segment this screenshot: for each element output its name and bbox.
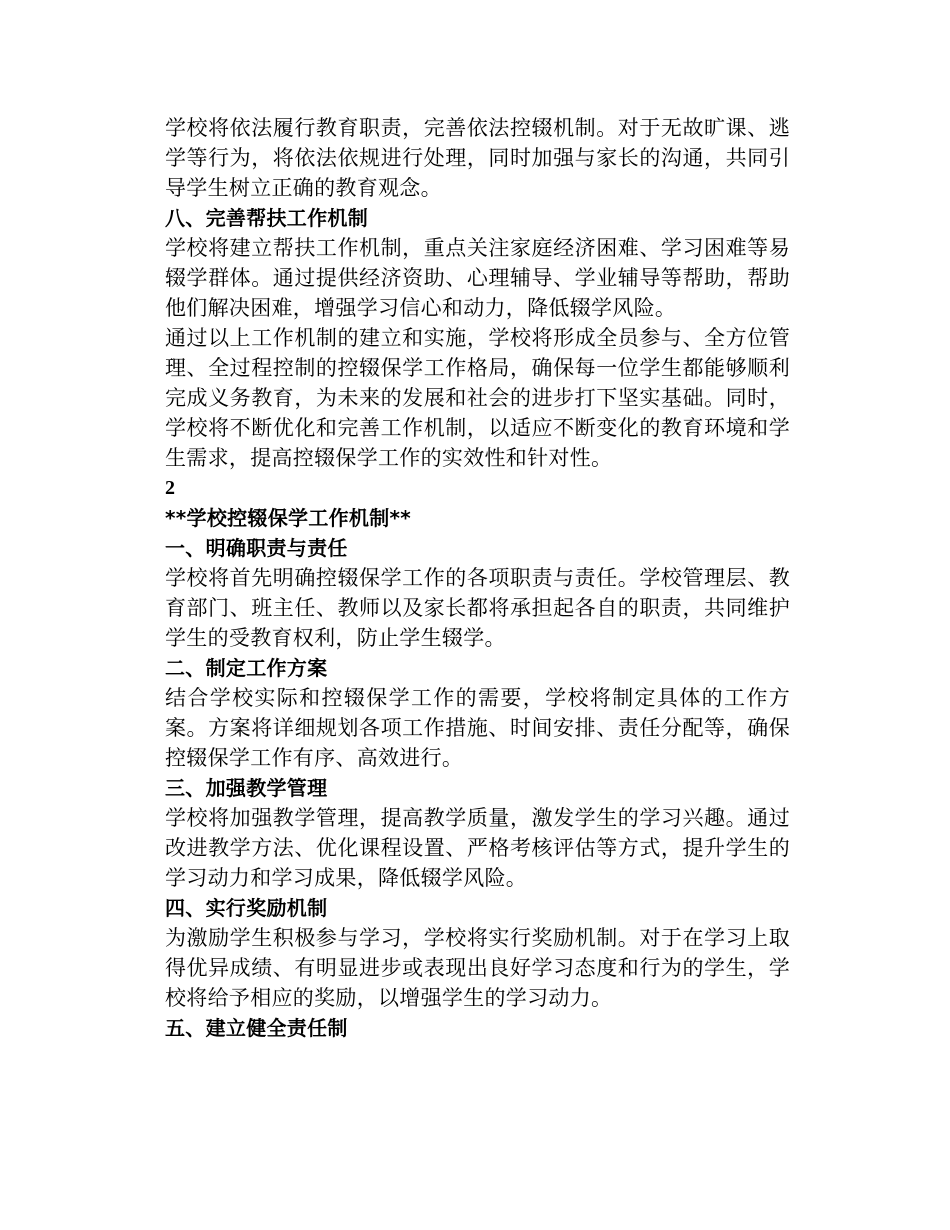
section-number: 2 — [165, 477, 175, 499]
heading-4-reward-mechanism: 四、实行奖励机制 — [165, 896, 328, 920]
heading-3-teaching-management: 三、加强教学管理 — [165, 776, 328, 800]
heading-8-assistance-mechanism: 八、完善帮扶工作机制 — [165, 206, 368, 230]
paragraph-reward-mechanism: 为激励学生积极参与学习，学校将实行奖励机制。对于在学习上取得优异成绩、有明显进步或表现出良好学习态度和行为的学生，学校将给予相应的奖励，以增强学生的学习动力。 — [165, 926, 790, 1010]
paragraph-legal-duty: 学校将依法履行教育职责，完善依法控辍机制。对于无故旷课、逃学等行为，将依法依规进行处理，同时加强与家长的沟通，共同引导学生树立正确的教育观念。 — [165, 116, 790, 200]
doc-title: **学校控辍保学工作机制** — [165, 506, 412, 530]
paragraph-teaching-management: 学校将加强教学管理，提高教学质量，激发学生的学习兴趣。通过改进教学方法、优化课程设置、严格考核评估等方式，提升学生的学习动力和学习成果，降低辍学风险。 — [165, 806, 790, 890]
paragraph-responsibilities: 学校将首先明确控辍保学工作的各项职责与责任。学校管理层、教育部门、班主任、教师以及家长都将承担起各自的职责，共同维护学生的受教育权利，防止学生辍学。 — [165, 566, 790, 650]
paragraph-work-plan: 结合学校实际和控辍保学工作的需要，学校将制定具体的工作方案。方案将详细规划各项工作措施、时间安排、责任分配等，确保控辍保学工作有序、高效进行。 — [165, 686, 790, 770]
heading-5-accountability: 五、建立健全责任制 — [165, 1016, 348, 1040]
heading-1-responsibilities: 一、明确职责与责任 — [165, 536, 348, 560]
paragraph-assistance: 学校将建立帮扶工作机制，重点关注家庭经济困难、学习困难等易辍学群体。通过提供经济资助、心理辅导、学业辅导等帮助，帮助他们解决困难，增强学习信心和动力，降低辍学风险。 — [165, 236, 790, 320]
paragraph-summary: 通过以上工作机制的建立和实施，学校将形成全员参与、全方位管理、全过程控制的控辍保学工作格局，确保每一位学生都能够顺利完成义务教育，为未来的发展和社会的进步打下坚实基础。同时，学校将不断优化和完善工作机制，以适应不断变化的教育环境和学生需求，提高控辍保学工作的实效性和针对性。 — [165, 326, 790, 470]
heading-2-work-plan: 二、制定工作方案 — [165, 656, 328, 680]
document-body — [165, 113, 790, 1043]
